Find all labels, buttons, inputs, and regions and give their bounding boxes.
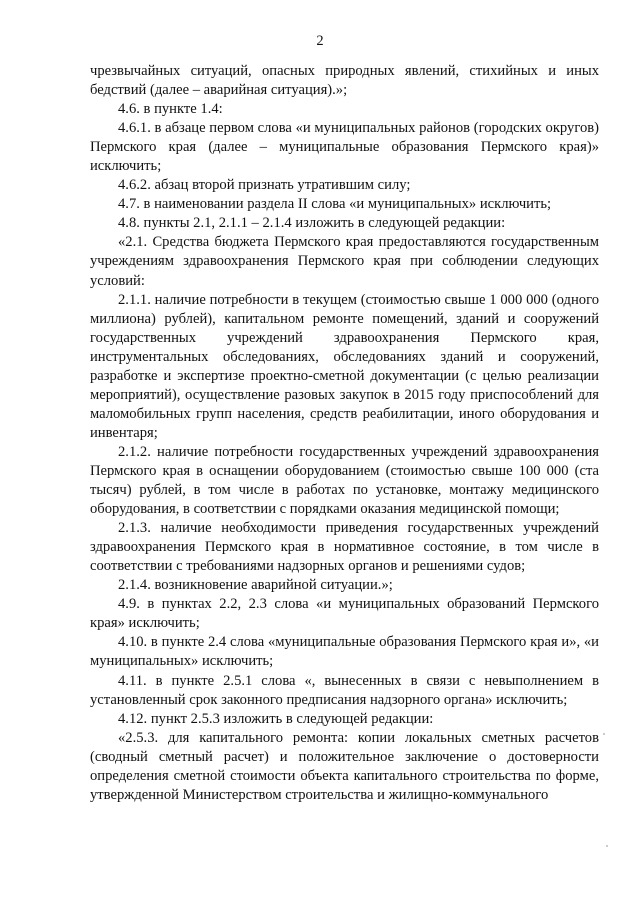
page-number: 2	[316, 33, 324, 49]
paragraph-item-4-6: 4.6. в пункте 1.4:	[118, 101, 223, 118]
paragraph-item-4-9: 4.9. в пунктах 2.2, 2.3 слова «и муниципальных образований Пермского края» исключить;	[90, 596, 599, 632]
paragraph-item-2-1-1: 2.1.1. наличие потребности в текущем (стоимостью свыше 1 000 000 (одного миллиона) рублей), капитальном ремонте помещений, зданий и сооружений государственных учреждений здравоохранения Пермского края, инструментальных обследованиях, обследованиях зданий и сооружений, разработке и экспертизе проектно-сметной документации (с целью реализации мероприятий), осуществление разовых закупок в 2015 году приспособлений для маломобильных групп населения, средств реабилитации, иного оборудования и инвентаря;	[90, 291, 599, 441]
paragraph-item-4-12: 4.12. пункт 2.5.3 изложить в следующей редакции:	[118, 710, 434, 727]
paragraph-item-4-10: 4.10. в пункте 2.4 слова «муниципальные образования Пермского края и», «и муниципальных» исключить;	[90, 634, 599, 670]
paragraph-item-4-6-2: 4.6.2. абзац второй признать утратившим силу;	[118, 177, 411, 194]
paragraph-item-2-1: «2.1. Средства бюджета Пермского края предоставляются государственным учреждениям здравоохранения Пермского края при соблюдении следующих условий:	[90, 234, 599, 289]
scan-speck	[606, 845, 608, 847]
paragraph-item-4-8: 4.8. пункты 2.1, 2.1.1 – 2.1.4 изложить в следующей редакции:	[118, 215, 506, 232]
document-body	[90, 62, 599, 805]
paragraph-item-2-1-2: 2.1.2. наличие потребности государственных учреждений здравоохранения Пермского края в оснащении оборудованием (стоимостью свыше 100 000 (ста тысяч) рублей, в том числе в работах по установке, монтажу медицинского оборудования, в соответствии с порядками оказания медицинской помощи;	[90, 443, 599, 518]
paragraph-item-4-11: 4.11. в пункте 2.5.1 слова «, вынесенных в связи с невыполнением в установленный срок законного предписания надзорного органа» исключить;	[90, 672, 599, 708]
paragraph-item-2-5-3: «2.5.3. для капитального ремонта: копии локальных сметных расчетов (сводный сметный расчет) и положительное заключение о достоверности определения сметной стоимости объекта капитального строительства по форме, утвержденной Министерством строительства и жилищно-коммунального	[90, 729, 599, 803]
paragraph-item-4-6-1: 4.6.1. в абзаце первом слова «и муниципальных районов (городских округов) Пермского края (далее – муниципальные образования Пермского края)» исключить;	[90, 120, 599, 175]
paragraph-continuation: чрезвычайных ситуаций, опасных природных явлений, стихийных и иных бедствий (далее – аварийная ситуация).»;	[90, 63, 599, 99]
paragraph-item-2-1-3: 2.1.3. наличие необходимости приведения государственных учреждений здравоохранения Пермского края в нормативное состояние, в том числе в соответствии с требованиями надзорных органов и решениями судов;	[90, 520, 599, 575]
paragraph-item-4-7: 4.7. в наименовании раздела II слова «и муниципальных» исключить;	[118, 196, 552, 213]
scan-speck	[603, 733, 605, 735]
paragraph-item-2-1-4: 2.1.4. возникновение аварийной ситуации.»;	[118, 577, 393, 594]
